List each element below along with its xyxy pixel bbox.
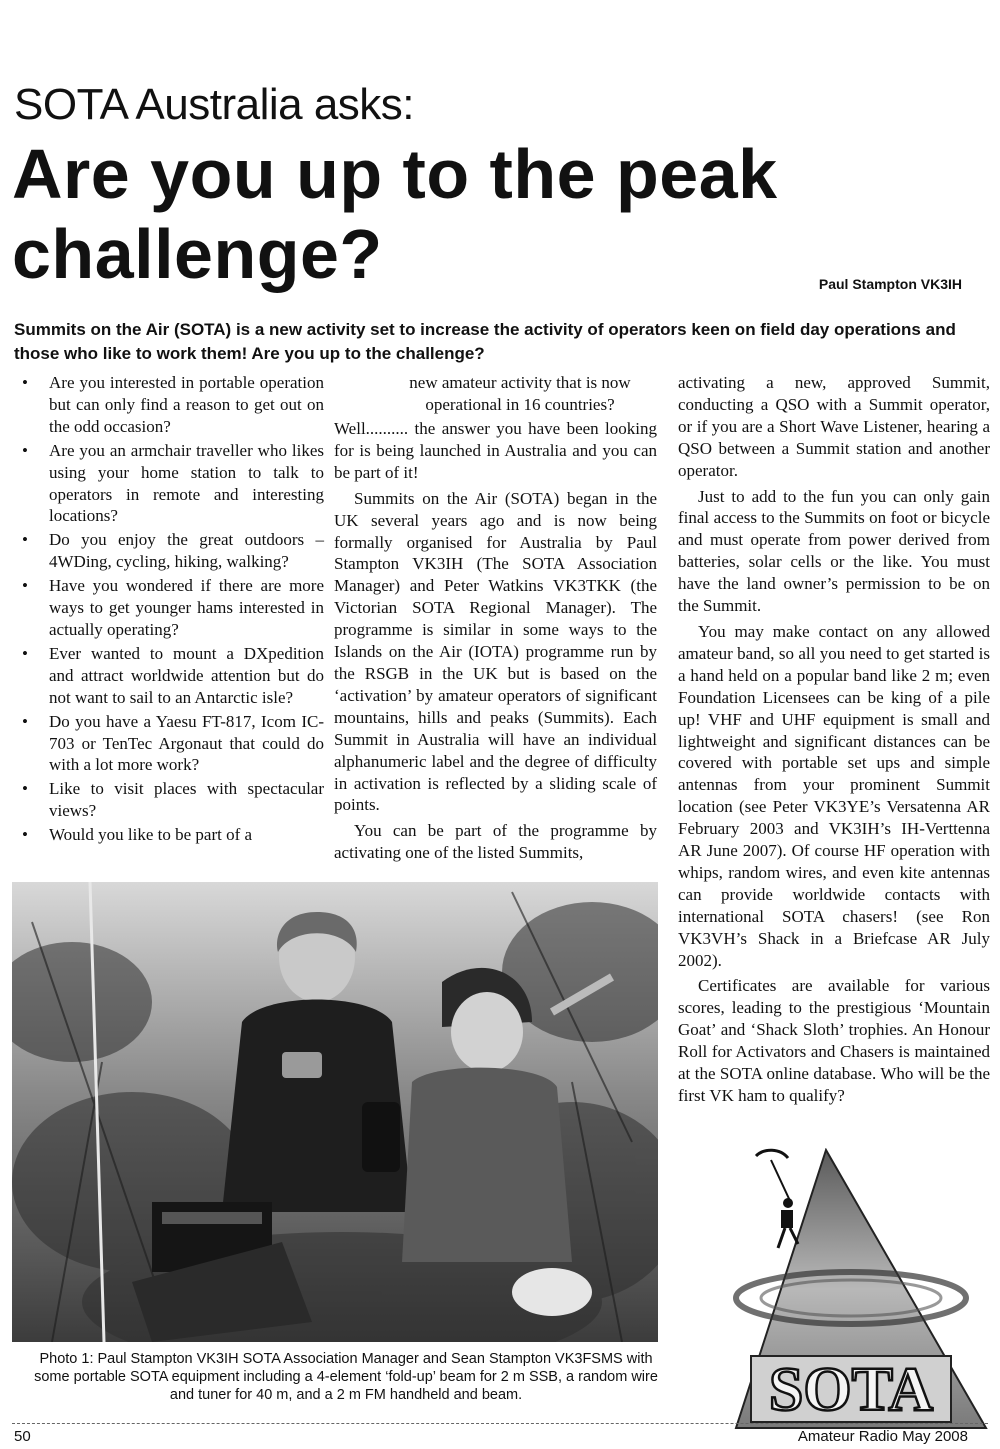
list-item: • Do you enjoy the great outdoors – 4WDing, cycling, hiking, walking?: [22, 529, 324, 573]
list-item: • Are you interested in portable operation but can only find a reason to get out on the odd occasion?: [22, 372, 324, 438]
paragraph: Just to add to the fun you can only gain final access to the Summits on foot or bicycle and must operate from power derived from batteries, solar cells or the like. You must have the land owner’s permission to be on the Summit.: [678, 486, 990, 616]
article-headline: Are you up to the peak challenge?: [12, 135, 778, 293]
footer-divider: [12, 1423, 988, 1424]
article-kicker: SOTA Australia asks:: [14, 80, 415, 129]
paragraph: activating a new, approved Summit, conducting a QSO with a Summit operator, or if you are a Short Wave Listener, hearing a QSO between a Summit station and another operator.: [678, 373, 990, 480]
list-item-continuation: new amateur activity that is now operational in 16 countries?: [409, 373, 631, 414]
paragraph: Summits on the Air (SOTA) began in the UK several years ago and is now being formally organised for Australia by Paul Stampton VK3IH (The SOTA Association Manager) and Peter Watkins VK3TKK (the Victorian SOTA Regional Manager). The programme is similar in some ways to the Islands on the Air (IOTA) programme run by the RSGB in the UK but is based on the ‘activation’ by amateur operators of significant mountains, hills and peaks (Summits). Each Summit in Australia will have an individual alphanumeric label and the degree of difficulty in activation is reflected by a sliding scale of points.: [334, 488, 657, 815]
page-number: 50: [14, 1428, 31, 1445]
column-2: [334, 372, 657, 868]
paragraph: You can be part of the programme by activating one of the listed Summits,: [334, 821, 657, 863]
column-3: [678, 372, 990, 1111]
list-item: • Are you an armchair traveller who likes using your home station to talk to operators in remote and interesting locations?: [22, 440, 324, 528]
column-1: [22, 372, 324, 848]
paragraph: Well.......... the answer you have been looking for is being launched in Australia and you can be part of it!: [334, 419, 657, 482]
photo-caption: Photo 1: Paul Stampton VK3IH SOTA Association Manager and Sean Stampton VK3FSMS with some portable SOTA equipment including a 4-element ‘fold-up’ beam for 2 m SSB, a random wire and tuner for 40 m, and a 2 m FM handheld and beam.: [34, 1351, 658, 1403]
photo-operators: [12, 882, 658, 1342]
list-item: • Do you have a Yaesu FT-817, Icom IC-703 or TenTec Argonaut that could do with a lot more work?: [22, 711, 324, 777]
author-byline: Paul Stampton VK3IH: [818, 276, 962, 292]
question-list: [22, 372, 324, 846]
list-item: • Have you wondered if there are more ways to get younger hams interested in actually operating?: [22, 575, 324, 641]
photo-illustration: [12, 882, 658, 1342]
list-item: • Like to visit places with spectacular views?: [22, 778, 324, 822]
article-intro: Summits on the Air (SOTA) is a new activity set to increase the activity of operators keen on field day operations and those who like to work them! Are you up to the challenge?: [14, 320, 956, 363]
sota-logo: [716, 1148, 996, 1430]
paragraph: You may make contact on any allowed amateur band, so all you need to get started is a hand held on a popular band like 2 m; even Foundation Licensees can be king of a pile up! VHF and UHF equipment is small and lightweight and significant distances can be covered with portable set ups and simple antennas from your prominent Summit location (see Peter VK3YE’s Versatenna AR February 2003 and VK3IH’s IH-Verttenna AR June 2007). Of course HF operation with whips, random wires, and even kite antennas can provide worldwide contacts with international SOTA chasers! (see Ron VK3VH’s Shack in a Briefcase AR July 2002).: [678, 621, 990, 970]
list-item: • Ever wanted to mount a DXpedition and attract worldwide attention but do not want to sail to an Antarctic isle?: [22, 643, 324, 709]
paragraph: Certificates are available for various scores, leading to the prestigious ‘Mountain Goat’ and ‘Shack Sloth’ trophies. An Honour Roll for Activators and Chasers is maintained at the SOTA online database. Who will be the first VK ham to qualify?: [678, 976, 990, 1105]
logo-text: SOTA: [768, 1356, 934, 1424]
magazine-issue: Amateur Radio May 2008: [797, 1428, 968, 1445]
mountain-logo-illustration: [716, 1148, 996, 1430]
list-item: • Would you like to be part of a: [22, 824, 324, 846]
